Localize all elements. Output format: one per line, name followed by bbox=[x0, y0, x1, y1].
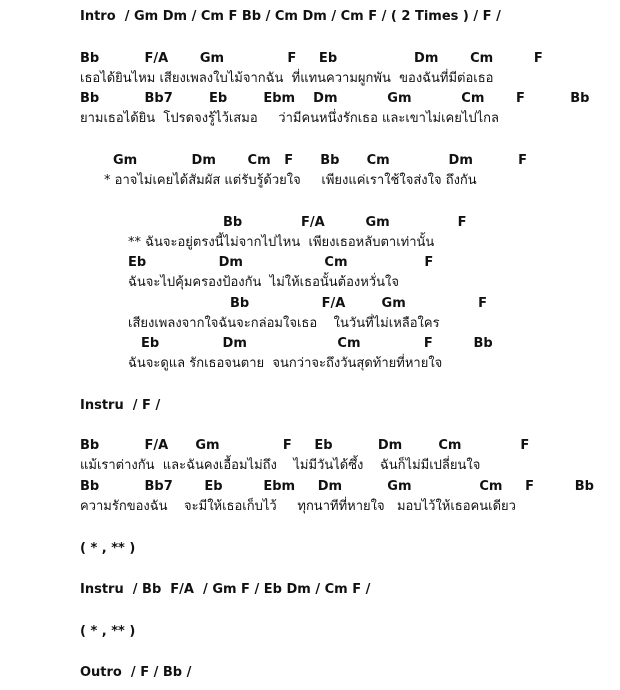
chorus-lyrics-3: เสียงเพลงจากใจฉันจะกล่อมใจเธอ ในวันที่ไม่เหลือใคร bbox=[128, 316, 440, 331]
instru-line-1: Instru / F / bbox=[80, 398, 161, 413]
verse2-lyrics-1: แม้เราต่างกัน และฉันคงเอื้อมไม่ถึง ไม่มีวันได้ซึ้ง ฉันก็ไม่มีเปลี่ยนใจ bbox=[80, 458, 481, 473]
verse1-lyrics-2: ยามเธอได้ยิน โปรดจงรู้ไว้เสมอ ว่ามีคนหนึ่งรักเธอ และเขาไม่เคยไปไกล bbox=[80, 111, 499, 126]
chorus-chords-3: Bb F/A Gm F bbox=[230, 296, 488, 311]
instru-line-2: Instru / Bb F/A / Gm F / Eb Dm / Cm F / bbox=[80, 582, 371, 597]
chorus-chords-2: Eb Dm Cm F bbox=[128, 255, 434, 270]
verse2-chords-1: Bb F/A Gm F Eb Dm Cm F bbox=[80, 438, 530, 453]
repeat-line-1: ( * , ** ) bbox=[80, 541, 136, 556]
verse1-lyrics-1: เธอได้ยินไหม เสียงเพลงใบไม้จากฉัน ที่แทนความผูกพัน ของฉันที่มีต่อเธอ bbox=[80, 71, 494, 86]
prechorus-chords: Gm Dm Cm F Bb Cm Dm F bbox=[113, 153, 528, 168]
chorus-chords-1: Bb F/A Gm F bbox=[223, 215, 467, 230]
prechorus-lyrics: * อาจไม่เคยได้สัมผัส แต่รับรู้ด้วยใจ เพียงแค่เราใช้ใจส่งใจ ถึงกัน bbox=[104, 173, 477, 188]
verse2-chords-2: Bb Bb7 Eb Ebm Dm Gm Cm F Bb bbox=[80, 479, 594, 494]
chorus-lyrics-2: ฉันจะไปคุ้มครองป้องกัน ไม่ให้เธอนั้นต้องหวั่นใจ bbox=[128, 275, 399, 290]
intro-line: Intro / Gm Dm / Cm F Bb / Cm Dm / Cm F / ( 2 Times ) / F / bbox=[80, 9, 501, 24]
verse1-chords-2: Bb Bb7 Eb Ebm Dm Gm Cm F Bb bbox=[80, 91, 590, 106]
outro-line: Outro / F / Bb / bbox=[80, 665, 192, 680]
repeat-line-2: ( * , ** ) bbox=[80, 624, 136, 639]
chorus-lyrics-1: ** ฉันจะอยู่ตรงนี้ไม่จากไปไหน เพียงเธอหลับตาเท่านั้น bbox=[128, 235, 435, 250]
chorus-chords-4: Eb Dm Cm F Bb bbox=[141, 336, 493, 351]
verse1-chords-1: Bb F/A Gm F Eb Dm Cm F bbox=[80, 51, 543, 66]
chorus-lyrics-4: ฉันจะดูแล รักเธอจนตาย จนกว่าจะถึงวันสุดท้ายที่หายใจ bbox=[128, 356, 443, 371]
verse2-lyrics-2: ความรักของฉัน จะมีให้เธอเก็บไว้ ทุกนาทีที่หายใจ มอบไว้ให้เธอคนเดียว bbox=[80, 499, 516, 514]
